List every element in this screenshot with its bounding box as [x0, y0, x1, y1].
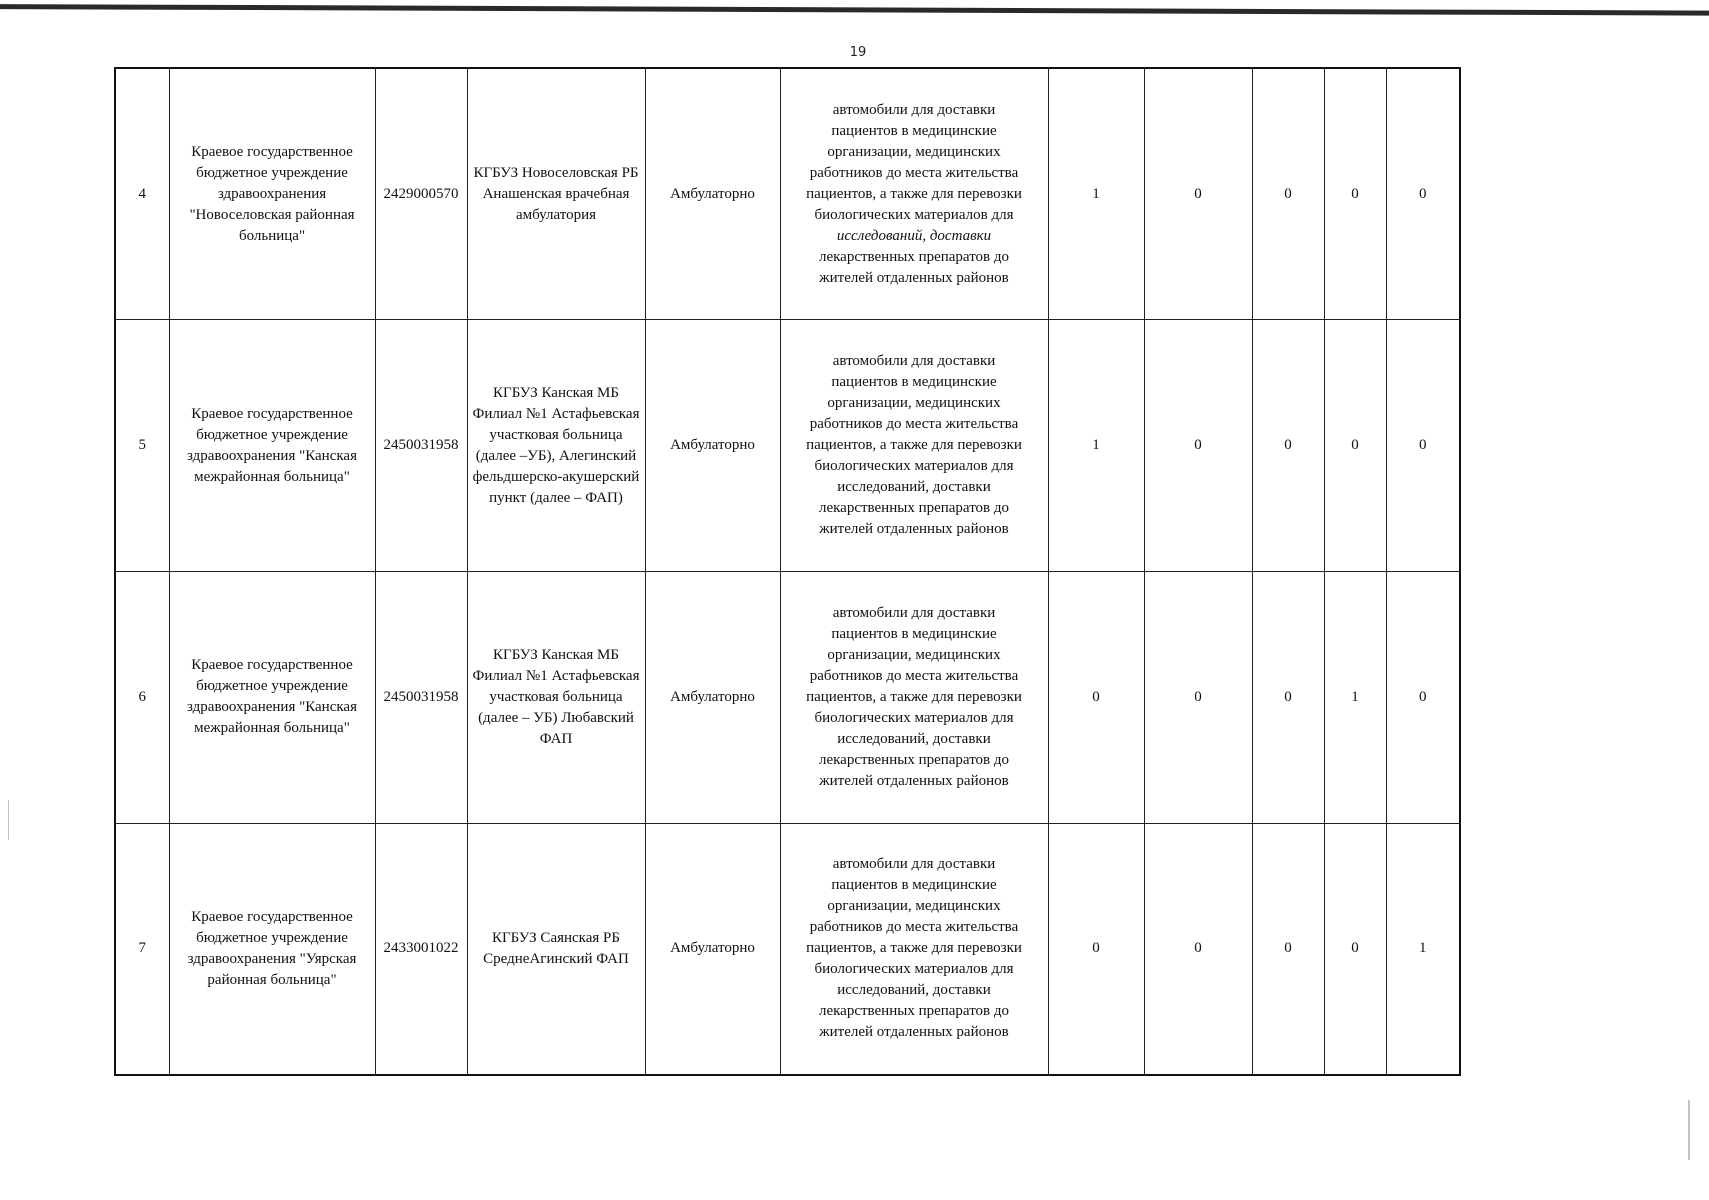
subdivision-name: КГБУЗ Новоселовская РБ Анашенская врачебная амбулатория — [467, 68, 645, 320]
purpose-line: биологических материалов для — [814, 206, 1014, 223]
purpose-line: жителей отдаленных районов — [819, 521, 1009, 538]
count-value: 0 — [1144, 320, 1252, 572]
purpose-line: пациентов в медицинские — [831, 877, 997, 894]
inn-code: 2429000570 — [375, 68, 467, 320]
purpose-line: лекарственных препаратов до — [818, 248, 1010, 265]
purpose-line: пациентов, а также для перевозки — [806, 185, 1022, 202]
inn-code: 2450031958 — [375, 320, 467, 572]
purpose-line: пациентов в медицинские — [831, 625, 997, 642]
count-value: 0 — [1324, 68, 1386, 320]
count-value: 0 — [1324, 320, 1386, 572]
purpose-line: автомобили для доставки — [832, 856, 996, 873]
organization-name: Краевое государственное бюджетное учреждение здравоохранения "Уярская районная больница" — [169, 823, 375, 1075]
count-value: 1 — [1386, 823, 1460, 1075]
count-value: 1 — [1048, 68, 1144, 320]
count-value: 0 — [1324, 823, 1386, 1075]
purpose-line: лекарственных препаратов до — [818, 1003, 1010, 1020]
count-value: 0 — [1252, 823, 1324, 1075]
care-type: Амбулаторно — [645, 823, 780, 1075]
vehicle-purpose — [780, 320, 1048, 572]
purpose-line: пациентов, а также для перевозки — [806, 437, 1022, 454]
purpose-line: исследований, доставки — [837, 982, 991, 999]
purpose-line: автомобили для доставки — [832, 604, 996, 621]
table-row — [115, 68, 1460, 320]
purpose-line: работников до места жительства — [809, 164, 1019, 181]
purpose-line: жителей отдаленных районов — [819, 269, 1009, 286]
purpose-line: лекарственных препаратов до — [818, 500, 1010, 517]
purpose-line: работников до места жительства — [809, 416, 1019, 433]
count-value: 1 — [1048, 320, 1144, 572]
row-number: 7 — [115, 823, 169, 1075]
purpose-line: биологических материалов для — [814, 458, 1014, 475]
purpose-line: лекарственных препаратов до — [818, 751, 1010, 768]
purpose-line: организации, медицинских — [827, 898, 1001, 915]
purpose-line: организации, медицинских — [827, 395, 1001, 412]
count-value: 1 — [1324, 572, 1386, 824]
care-type: Амбулаторно — [645, 68, 780, 320]
count-value: 0 — [1386, 68, 1460, 320]
count-value: 0 — [1252, 572, 1324, 824]
table-row — [115, 572, 1460, 824]
purpose-line: жителей отдаленных районов — [819, 772, 1009, 789]
purpose-line: пациентов, а также для перевозки — [806, 688, 1022, 705]
count-value: 0 — [1144, 572, 1252, 824]
purpose-line: биологических материалов для — [814, 961, 1014, 978]
purpose-line: автомобили для доставки — [832, 353, 996, 370]
count-value: 0 — [1048, 823, 1144, 1075]
count-value: 0 — [1386, 572, 1460, 824]
purpose-line: исследований, доставки — [836, 227, 992, 244]
count-value: 0 — [1252, 68, 1324, 320]
organization-name: Краевое государственное бюджетное учреждение здравоохранения "Канская межрайонная больница" — [169, 572, 375, 824]
subdivision-name: КГБУЗ Саянская РБ СреднеАгинский ФАП — [467, 823, 645, 1075]
data-table — [114, 67, 1461, 1076]
organization-name: Краевое государственное бюджетное учреждение здравоохранения "Канская межрайонная больница" — [169, 320, 375, 572]
row-number: 4 — [115, 68, 169, 320]
purpose-line: исследований, доставки — [837, 730, 991, 747]
scan-edge-band — [0, 0, 1709, 18]
purpose-line: пациентов, а также для перевозки — [806, 940, 1022, 957]
count-value: 0 — [1252, 320, 1324, 572]
purpose-line: пациентов в медицинские — [831, 374, 997, 391]
table-row — [115, 320, 1460, 572]
scan-artifact — [1688, 1100, 1690, 1160]
purpose-line: жителей отдаленных районов — [819, 1024, 1009, 1041]
count-value: 0 — [1144, 823, 1252, 1075]
count-value: 0 — [1048, 572, 1144, 824]
purpose-line: работников до места жительства — [809, 667, 1019, 684]
count-value: 0 — [1386, 320, 1460, 572]
scan-artifact — [8, 800, 9, 840]
count-value: 0 — [1144, 68, 1252, 320]
organization-name: Краевое государственное бюджетное учреждение здравоохранения "Новоселовская районная больница" — [169, 68, 375, 320]
purpose-line: исследований, доставки — [837, 479, 991, 496]
purpose-line: организации, медицинских — [827, 143, 1001, 160]
subdivision-name: КГБУЗ Канская МБ Филиал №1 Астафьевская участковая больница (далее – УБ) Любавский ФАП — [467, 572, 645, 824]
vehicle-purpose — [780, 823, 1048, 1075]
care-type: Амбулаторно — [645, 320, 780, 572]
table-row — [115, 823, 1460, 1075]
inn-code: 2433001022 — [375, 823, 467, 1075]
inn-code: 2450031958 — [375, 572, 467, 824]
page-number: 19 — [849, 45, 867, 60]
care-type: Амбулаторно — [645, 572, 780, 824]
purpose-line: биологических материалов для — [814, 709, 1014, 726]
purpose-line: работников до места жительства — [809, 919, 1019, 936]
row-number: 6 — [115, 572, 169, 824]
purpose-line: пациентов в медицинские — [831, 122, 997, 139]
purpose-line: автомобили для доставки — [832, 101, 996, 118]
purpose-line: организации, медицинских — [827, 646, 1001, 663]
vehicle-purpose — [780, 572, 1048, 824]
row-number: 5 — [115, 320, 169, 572]
vehicle-purpose — [780, 68, 1048, 320]
subdivision-name: КГБУЗ Канская МБ Филиал №1 Астафьевская участковая больница (далее –УБ), Алегинский фельдшерско-акушерский пункт (далее – ФАП) — [467, 320, 645, 572]
